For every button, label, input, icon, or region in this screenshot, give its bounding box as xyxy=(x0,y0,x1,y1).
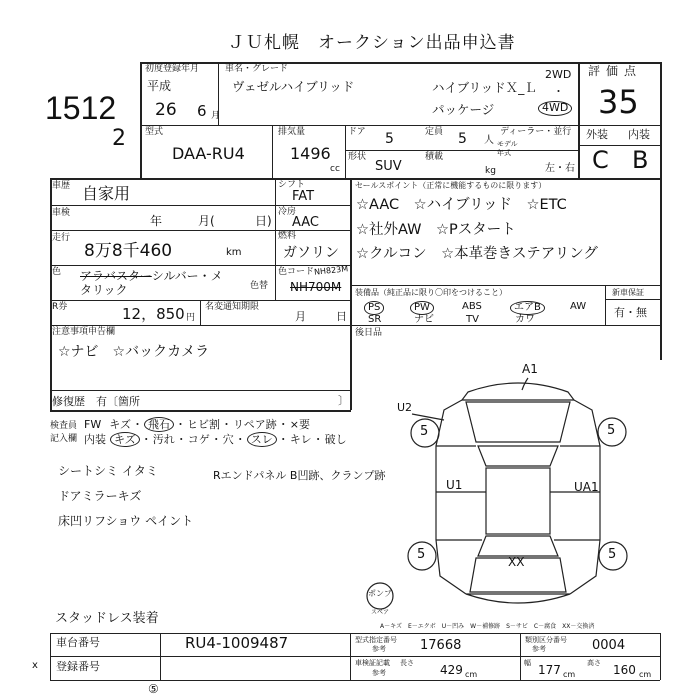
rule xyxy=(275,178,276,300)
drive-4wd: 4WD xyxy=(538,101,572,116)
separator: ・ xyxy=(210,433,222,446)
exterior-score: C xyxy=(592,146,609,174)
equipment-item: エアB xyxy=(510,301,545,315)
color-struck: アラバスター xyxy=(80,269,152,283)
inspector-item: スレ xyxy=(247,432,277,447)
inspector-item: キレ xyxy=(289,433,312,446)
score-label: 評価点 xyxy=(588,64,643,78)
mileage-value: 8万8千460 xyxy=(84,241,173,261)
left-door-line xyxy=(436,446,486,540)
separator: ・ xyxy=(140,433,152,446)
inspector-item: 破し xyxy=(324,433,347,446)
equipment-item: カワ xyxy=(515,314,535,325)
inspection-year: 年 xyxy=(150,214,163,228)
car-grade-line1: ハイブリッドＸ_Ｌ xyxy=(432,80,537,95)
rule xyxy=(272,125,273,178)
category-label: 類別区分番号 xyxy=(525,636,567,644)
category-value: 0004 xyxy=(592,638,626,653)
inspector-item: キズ xyxy=(109,418,131,431)
inspector-item: ヒビ割 xyxy=(187,418,220,431)
damage-mark: U2 xyxy=(397,401,413,414)
inspector-exterior-line xyxy=(84,419,310,432)
sales-point-line: ☆クルコン ☆本革巻きステアリング xyxy=(356,246,598,262)
inspector-interior-line xyxy=(84,434,347,447)
shift-label: シフト xyxy=(278,180,306,190)
separator: ・ xyxy=(234,433,246,446)
registration-month-unit: 月 xyxy=(211,111,221,121)
windshield xyxy=(478,446,558,466)
inspection-month: 月( xyxy=(198,214,215,228)
rule xyxy=(660,62,662,178)
type-no-label: 型式指定番号 xyxy=(355,636,397,644)
displacement-value: 1496 xyxy=(290,144,331,163)
handwritten-note: ドアミラーキズ xyxy=(58,489,142,503)
color-code-note: NH823M xyxy=(313,264,349,277)
roof xyxy=(486,468,550,534)
rear-bumper xyxy=(466,594,570,603)
inspector-item: キズ xyxy=(110,432,140,447)
height-value: 160 xyxy=(613,663,636,677)
inspector-item: 穴 xyxy=(222,433,234,446)
capacity-value: 5 xyxy=(458,131,467,147)
a1-leader xyxy=(522,378,528,390)
separator: ・ xyxy=(277,433,289,446)
dealer-import: ディーラー・並行 xyxy=(500,127,572,137)
rule xyxy=(50,633,51,680)
rule xyxy=(605,299,660,300)
chassis-label: 車台番号 xyxy=(56,636,100,649)
separator: ・ xyxy=(132,418,143,431)
registration-era: 平成 xyxy=(147,79,172,93)
capacity-unit: 人 xyxy=(484,135,494,146)
ac-label: 冷房 xyxy=(278,207,297,217)
warranty-value: 有・無 xyxy=(614,306,647,319)
rule xyxy=(50,680,660,681)
rule xyxy=(50,178,660,180)
equipment-label: 装備品（純正品に限り〇印をつけること） xyxy=(355,288,507,297)
warranty-label: 新車保証 xyxy=(612,288,644,297)
inspector-label-2: 記入欄 xyxy=(50,434,78,444)
rule xyxy=(50,265,350,266)
score-value: 35 xyxy=(598,83,639,121)
separator: ・ xyxy=(175,433,187,446)
interior-label: 内装 xyxy=(628,128,650,141)
car-grade-line2: パッケージ xyxy=(432,102,495,117)
color-code-label: 色コード xyxy=(278,267,315,277)
model-year-label-1: モデル xyxy=(497,140,518,148)
inspector-item: リペア跡 xyxy=(233,418,277,431)
inspector-item: 汚れ xyxy=(152,433,175,446)
rule xyxy=(345,150,578,151)
equipment-item: AW xyxy=(570,301,587,312)
handwritten-note-right: Rエンドパネル B凹跡、クランプ跡 xyxy=(213,469,386,482)
lot-mark: 2 xyxy=(112,126,126,151)
rear-window xyxy=(478,536,558,556)
inspection-label: 車検 xyxy=(52,208,71,218)
length-value: 429 xyxy=(440,663,463,677)
separator: ・ xyxy=(312,433,324,446)
separator: ・ xyxy=(221,418,232,431)
handle-side: 左・右 xyxy=(545,163,575,174)
cert-label: 車検証記載 xyxy=(355,659,390,667)
recycle-unit: 円 xyxy=(186,313,196,323)
rule xyxy=(345,125,346,178)
front-bumper xyxy=(462,383,574,400)
tire-depth: 5 xyxy=(417,547,426,562)
car-name: ヴェゼルハイブリッド xyxy=(232,79,355,94)
drive-2wd: 2WD xyxy=(545,68,572,81)
shape-label: 形状 xyxy=(348,152,367,162)
damage-mark: U1 xyxy=(446,478,463,492)
rule xyxy=(350,285,660,286)
displacement-label: 排気量 xyxy=(278,127,306,137)
name-change-month: 月 xyxy=(295,310,306,323)
rule xyxy=(140,62,142,178)
rule xyxy=(50,325,660,326)
rule xyxy=(578,62,580,178)
rule xyxy=(350,633,351,680)
sales-points-label: セールスポイント（正常に機能するものに限ります） xyxy=(355,181,547,190)
sales-point-line: ☆AAC ☆ハイブリッド ☆ETC xyxy=(356,197,567,213)
inspector-label-1: 検査員 xyxy=(50,421,78,431)
height-unit: cm xyxy=(639,670,652,679)
color-label: 色 xyxy=(52,267,62,277)
repair-close: 〕 xyxy=(338,394,349,407)
interior-prefix: 内装 xyxy=(84,433,106,446)
rule xyxy=(160,633,161,680)
car-damage-diagram xyxy=(360,360,660,622)
exterior-prefix: FW xyxy=(84,418,102,431)
color-line1 xyxy=(80,270,223,284)
separator: ・ xyxy=(277,418,289,431)
model-year-label-2: 年式 xyxy=(497,149,511,157)
fuel-label: 燃料 xyxy=(278,231,297,241)
name-change-label: 名変通知期限 xyxy=(205,302,260,312)
x-mark: x xyxy=(32,660,38,671)
tire-depth: 5 xyxy=(608,547,617,562)
mileage-label: 走行 xyxy=(52,233,71,243)
capacity-label: 定員 xyxy=(425,127,444,137)
equipment-item: ナビ xyxy=(414,314,434,325)
chassis-number: RU4-1009487 xyxy=(185,634,289,652)
width-value: 177 xyxy=(538,663,561,677)
color-line2: タリック xyxy=(80,283,128,297)
later-items-label: 後日品 xyxy=(355,328,383,338)
registration-month: 6 xyxy=(197,102,207,120)
handwritten-note: 床凹リフショウ ペイント xyxy=(58,514,194,528)
color-code: NH700M xyxy=(290,280,342,294)
hood xyxy=(466,402,570,442)
rule xyxy=(140,125,660,126)
rule xyxy=(660,178,662,360)
rule xyxy=(50,390,350,391)
inspector-item: ×要 xyxy=(289,418,310,431)
damage-mark: XX xyxy=(508,555,525,569)
recycle-value: 12，850 xyxy=(122,305,185,323)
inspector-item: 飛石 xyxy=(144,417,174,432)
door-count: 5 xyxy=(385,131,394,147)
rule xyxy=(605,285,606,325)
lot-number: 1512 xyxy=(45,90,117,126)
left-side-body xyxy=(436,400,466,594)
rule xyxy=(50,656,660,657)
repair-label: 修復歴 有〔箇所 xyxy=(52,395,140,408)
rule xyxy=(350,178,352,410)
registration-label: 初度登録年月 xyxy=(145,64,200,74)
height-label: 高さ xyxy=(587,659,601,667)
notes-value: ☆ナビ ☆バックカメラ xyxy=(58,344,210,360)
width-unit: cm xyxy=(563,670,576,679)
color-change-label: 色替 xyxy=(250,281,269,291)
equipment-item: TV xyxy=(466,314,479,325)
inspection-day: 日) xyxy=(255,214,272,228)
type-no-value: 17668 xyxy=(420,638,462,653)
damage-legend: A－キズ E－エクボ U－凹み W－補修跡 S－サビ C－腐食 XX－交換済 xyxy=(380,623,595,630)
car-name-label: 車名・グレード xyxy=(225,64,289,74)
rule xyxy=(50,205,350,206)
studless-note: スタッドレス装着 xyxy=(55,611,159,626)
model-code: DAA-RU4 xyxy=(172,144,245,163)
right-side-body xyxy=(570,400,600,594)
displacement-unit: cc xyxy=(330,164,340,174)
rule xyxy=(520,633,521,680)
notes-label: 注意事項申告欄 xyxy=(52,327,116,337)
shape-value: SUV xyxy=(375,159,402,174)
cert-ref: 参考 xyxy=(372,669,386,677)
ac-value: AAC xyxy=(292,215,319,230)
handwritten-note: シートシミ イタミ xyxy=(58,464,158,478)
damage-mark: A1 xyxy=(522,362,538,376)
load-unit: kg xyxy=(485,166,496,176)
registration-number-label: 登録番号 xyxy=(56,660,100,673)
form-title: ＪＵ札幌 オークション出品申込書 xyxy=(228,33,516,53)
equipment-item: ABS xyxy=(462,301,482,312)
inspector-item: コゲ xyxy=(187,433,210,446)
load-label: 積載 xyxy=(425,152,444,162)
history-label: 車歴 xyxy=(52,181,71,191)
drive-separator: ・ xyxy=(553,85,564,98)
name-change-day: 日 xyxy=(336,310,347,323)
recycle-label: R券 xyxy=(52,302,68,312)
color-line1-rest: シルバー・メ xyxy=(151,269,223,283)
tire-depth: 5 xyxy=(420,424,429,439)
length-unit: cm xyxy=(465,670,478,679)
history-value: 自家用 xyxy=(82,184,131,203)
sales-point-line: ☆社外AW ☆Pスタート xyxy=(356,222,516,238)
door-label: ドア xyxy=(348,127,366,137)
tire-depth: 5 xyxy=(607,423,616,438)
mileage-unit: km xyxy=(226,247,242,258)
rule xyxy=(50,410,351,412)
equipment-item: SR xyxy=(368,314,382,325)
shift-value: FAT xyxy=(292,189,315,204)
rule xyxy=(200,300,201,325)
separator: ・ xyxy=(175,418,186,431)
circled-five: ⑤ xyxy=(148,682,159,696)
equipment-item: PW xyxy=(410,301,434,315)
equipment-item: PS xyxy=(364,301,384,315)
rule xyxy=(660,633,661,680)
category-ref: 参考 xyxy=(532,645,546,653)
width-label: 幅 xyxy=(524,659,531,667)
registration-year: 26 xyxy=(155,100,177,120)
interior-score: B xyxy=(632,146,649,174)
exterior-label: 外装 xyxy=(586,128,608,141)
damage-mark: UA1 xyxy=(574,480,599,494)
type-no-ref: 参考 xyxy=(372,645,386,653)
rule xyxy=(50,633,660,634)
length-label: 長さ xyxy=(400,659,414,667)
fuel-value: ガソリン xyxy=(283,245,339,261)
spare-pump: ポンプ xyxy=(368,589,392,598)
spare-label: スペア xyxy=(371,609,390,616)
model-label: 型式 xyxy=(145,127,164,137)
